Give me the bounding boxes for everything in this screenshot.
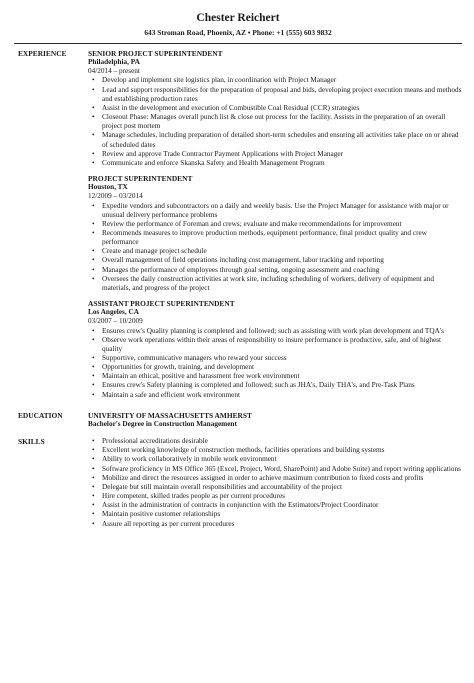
bullet-item: • Observe work operations within their areas of responsibility to insure performance is productive, safe, and of highest quality xyxy=(102,336,462,354)
job-title: ASSISTANT PROJECT SUPERINTENDENT xyxy=(88,299,235,309)
job-dates: 04/2014 – present xyxy=(88,67,140,76)
skills-label: SKILLS xyxy=(18,437,45,447)
job-dates: 12/2009 – 03/2014 xyxy=(88,192,143,201)
education-section xyxy=(14,411,462,429)
school-name: UNIVERSITY OF MASSACHUSETTS AMHERST xyxy=(88,410,252,420)
bullet-item: • Opportunities for growth, training, and development xyxy=(102,363,462,372)
skills-section xyxy=(14,437,462,529)
experience-body xyxy=(88,49,462,406)
bullet-item: • Maintain positive customer relationships xyxy=(102,510,462,519)
bullet-item: • Delegate but still maintain overall responsibilities and accountability of the project xyxy=(102,483,462,492)
contact-line: 643 Stroman Road, Phoenix, AZ • Phone: +1 (555) 603 9832 xyxy=(144,28,332,37)
bullet-item: • Review and approve Trade Contractor Payment Applications with Project Manager xyxy=(102,150,462,159)
bullet-item: • Communicate and enforce Skanska Safety and Health Management Program xyxy=(102,159,462,168)
job-location: Philadelphia, PA xyxy=(88,58,140,67)
bullet-item: • Create and manage project schedule xyxy=(102,247,462,256)
job-location: Los Angeles, CA xyxy=(88,308,139,317)
bullet-item: • Excellent working knowledge of construction methods, facilities operations and building systems xyxy=(102,446,462,455)
degree: Bachelor's Degree in Construction Management xyxy=(88,419,237,428)
bullet-item: • Ensures crew's Safety planning is completed and followed; such as JHA's, Daily THA's, and Pre-Task Plans xyxy=(102,381,462,390)
bullet-item: • Ensures crew's Quality planning is completed and followed; such as assisting with work plan development and TQA's xyxy=(102,327,462,336)
bullet-item: • Supportive, communicative managers who reward your success xyxy=(102,354,462,363)
skills-body xyxy=(88,437,462,529)
bullet-item: • Professional accreditations desirable xyxy=(102,437,462,446)
job-bullets xyxy=(88,76,462,168)
bullet-item: • Develop and implement site logistics plan, in coordination with Project Manager xyxy=(102,76,462,85)
education-label: EDUCATION xyxy=(18,410,63,420)
experience-section xyxy=(14,49,462,406)
job-dates: 03/2007 – 10/2009 xyxy=(88,317,143,326)
bullet-item: • Maintain an ethical, positive and harassment free work environment xyxy=(102,372,462,381)
education-body xyxy=(88,411,462,429)
bullet-item: • Lead and support responsibilities for the preparation of proposal and bids, developing project execution means and methods and establishing production rates xyxy=(102,86,462,104)
bullet-item: • Assist in the development and execution of Combustible Coal Residual (CCR) strategies xyxy=(102,104,462,113)
job-title: SENIOR PROJECT SUPERINTENDENT xyxy=(88,49,223,58)
bullet-item: • Hire competent, skilled trades people as per current procedures xyxy=(102,492,462,501)
skills-bullets xyxy=(88,437,462,529)
header-divider xyxy=(14,43,462,44)
job-entry xyxy=(88,49,462,168)
job-bullets xyxy=(88,202,462,294)
job-bullets xyxy=(88,327,462,400)
bullet-item: • Review the performance of Foreman and crews; evaluate and make recommendations for improvement xyxy=(102,220,462,229)
bullet-item: • Maintain a safe and efficient work environment xyxy=(102,391,462,400)
bullet-item: • Manage schedules, including preparation of detailed short-term schedules and ensuring all activities take place on or ahead of scheduled dates xyxy=(102,131,462,149)
bullet-item: • Manages the performance of employees through goal setting, ongoing assessment and coaching xyxy=(102,266,462,275)
bullet-item: • Oversees the daily construction activities at work site, including scheduling of workers, delivery of equipment and materials, and progress of the project xyxy=(102,275,462,293)
job-title: PROJECT SUPERINTENDENT xyxy=(88,174,193,184)
bullet-item: • Overall management of field operations including cost management, labor tracking and reporting xyxy=(102,256,462,265)
job-entry xyxy=(88,174,462,293)
bullet-item: • Recommends measures to improve production methods, equipment performance, final product quality and crew performance xyxy=(102,229,462,247)
experience-label: EXPERIENCE xyxy=(18,49,67,58)
bullet-item: • Assist in the administration of contracts in conjunction with the Estimators/Project Coordinator xyxy=(102,501,462,510)
bullet-item: • Software proficiency in MS Office 365 (Excel, Project, Word, SharePoint) and Adobe Suite) and report writing applications xyxy=(102,465,462,474)
bullet-item: • Expedite vendors and subcontractors on a daily and weekly basis. Use the Project Manager for assistance with major or unusual delivery performance problems xyxy=(102,202,462,220)
candidate-name: Chester Reichert xyxy=(196,12,280,24)
job-location: Houston, TX xyxy=(88,183,128,192)
bullet-item: • Mobilize and direct the resources assigned in order to achieve maximum contribution to fixed costs and profits xyxy=(102,474,462,483)
bullet-item: • Assure all reporting as per current procedures xyxy=(102,520,462,529)
job-entry xyxy=(88,299,462,400)
bullet-item: • Ability to work collaboratively in mobile work environment xyxy=(102,455,462,464)
bullet-item: • Closeout Phase: Manages overall punch list & close out process for the facility. Assists in the preparation of an overall project post mortem xyxy=(102,113,462,131)
